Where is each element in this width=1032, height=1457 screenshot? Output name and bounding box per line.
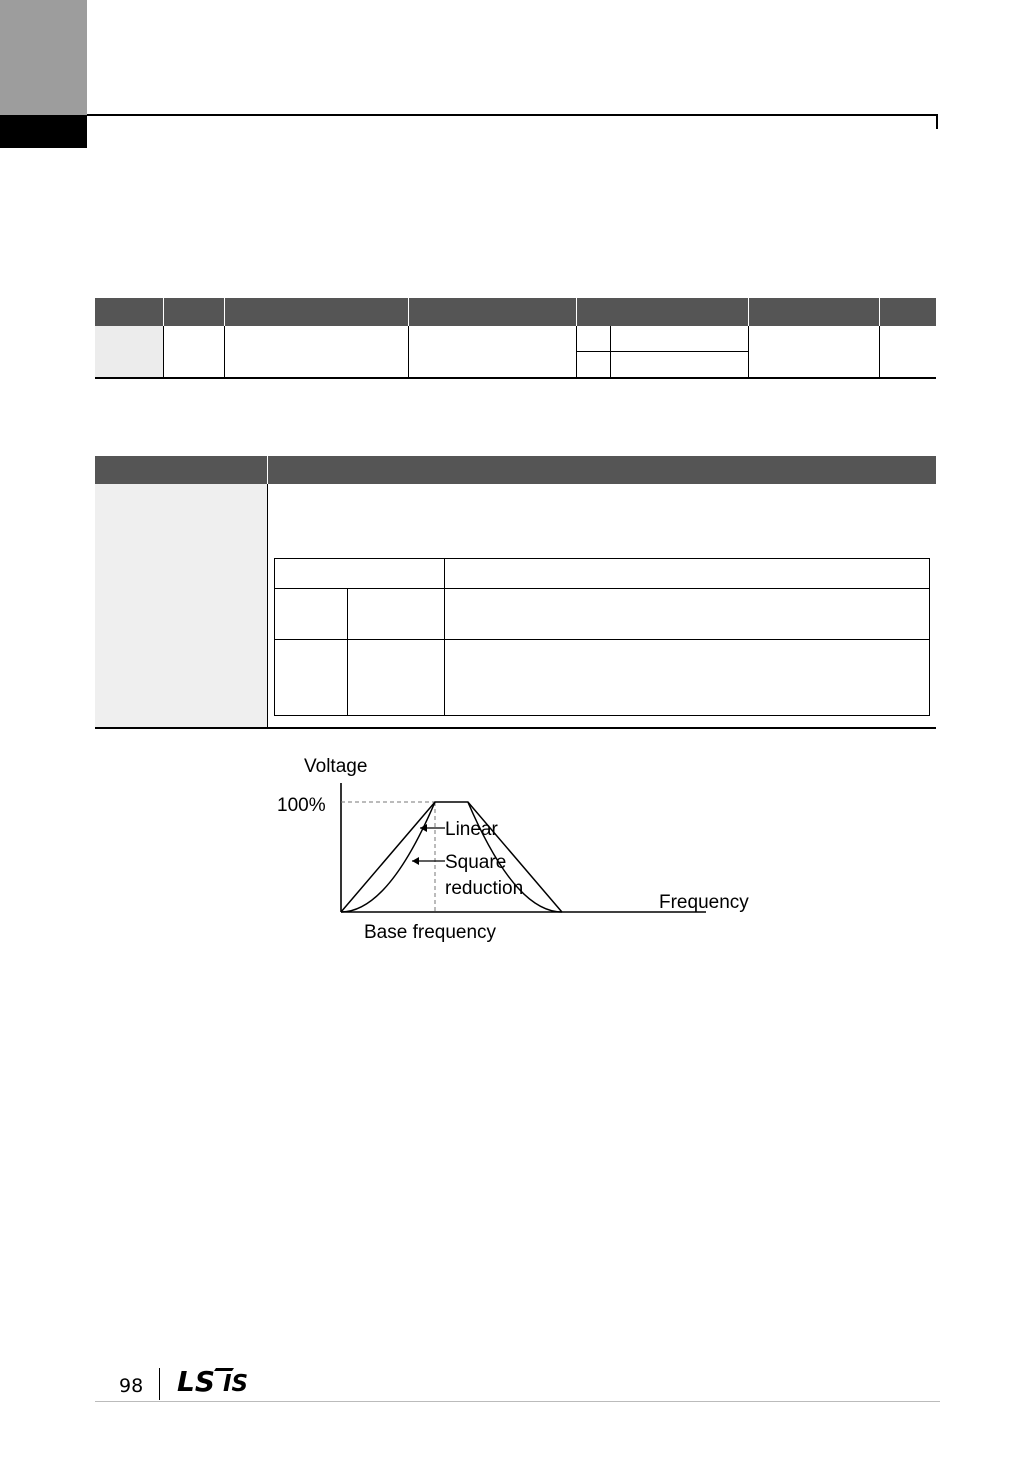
- reduction-label: reduction: [445, 878, 524, 899]
- plot-area: [341, 783, 706, 912]
- x-axis-label: Frequency: [659, 892, 749, 913]
- parameter-table-bottom-rule: [95, 377, 936, 379]
- parameter-table-header: [95, 298, 936, 326]
- page-number: 98: [119, 1375, 144, 1397]
- logo-sub-text: IS: [223, 1371, 249, 1397]
- chapter-tab: [0, 0, 87, 115]
- ls-is-logo: [176, 1365, 266, 1397]
- vf-pattern-chart: [270, 748, 770, 948]
- parameter-table: [95, 298, 936, 380]
- logo-main-text: LS: [177, 1365, 216, 1397]
- base-frequency-label: Base frequency: [364, 922, 497, 943]
- setting-options-table: [274, 558, 930, 716]
- footer-separator: [159, 1368, 160, 1400]
- description-table-bottom-rule: [95, 727, 936, 729]
- y-axis-label: Voltage: [304, 756, 368, 777]
- y-tick-100: 100%: [277, 795, 326, 816]
- footer-rule: [95, 1401, 940, 1402]
- linear-label: Linear: [445, 819, 498, 840]
- header-rule: [87, 114, 938, 116]
- header-rule-end: [936, 114, 938, 129]
- description-table-header: [95, 456, 936, 484]
- parameter-group-cell: [95, 326, 163, 377]
- description-code-cell: [95, 484, 267, 727]
- square-label: Square: [445, 852, 507, 873]
- square-leader-arrowhead: [412, 857, 419, 865]
- chapter-tab-marker: [0, 115, 87, 148]
